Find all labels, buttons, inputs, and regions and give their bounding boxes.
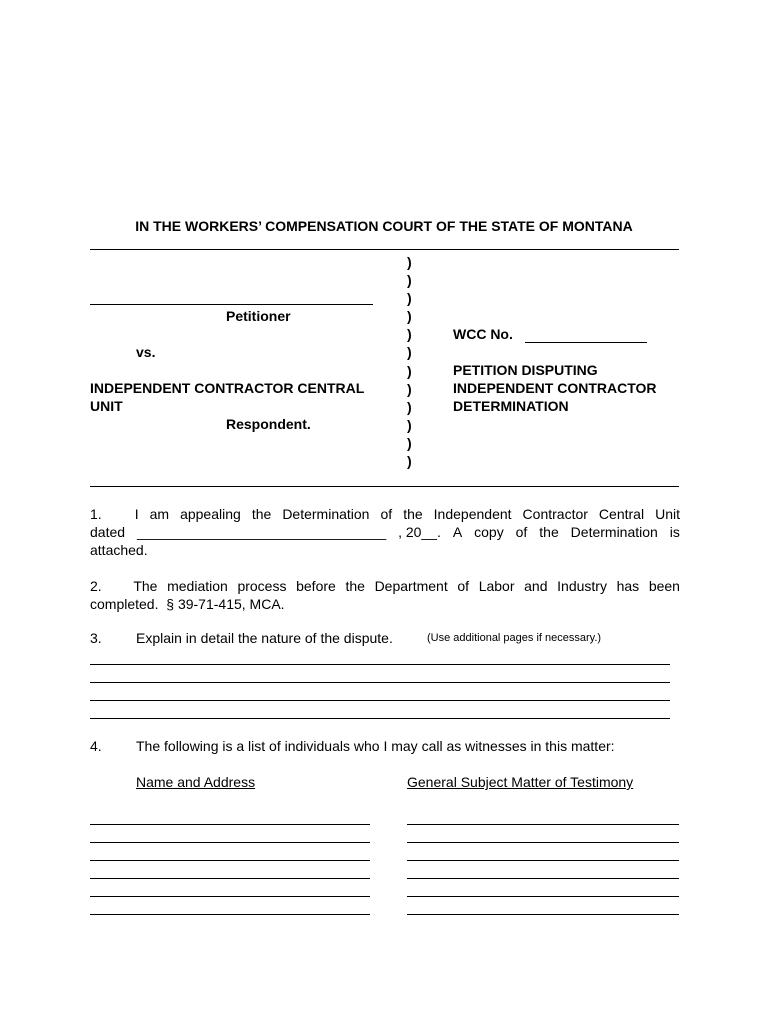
paragraph-3-number: 3. — [90, 630, 102, 646]
word: is — [669, 524, 680, 540]
word: Unit — [655, 506, 680, 522]
petitioner-name-line[interactable] — [90, 304, 373, 305]
paren: ) — [407, 254, 412, 270]
petition-title-line3: DETERMINATION — [453, 398, 569, 414]
paren: ) — [407, 326, 412, 343]
witness-name-header: Name and Address — [136, 774, 256, 790]
paragraph-3-note: (Use additional pages if necessary.) — [427, 632, 602, 644]
caption-bottom-rule — [90, 486, 679, 487]
paragraph-2 — [90, 577, 680, 613]
paragraph-1-line3: attached. — [90, 542, 148, 558]
word: the — [345, 578, 365, 594]
paragraph-2-line2: completed. § 39-71-415, MCA. — [90, 596, 285, 612]
word: Labor — [478, 578, 515, 594]
dispute-line-4[interactable] — [90, 718, 670, 719]
paren: ) — [407, 272, 412, 289]
dispute-line-3[interactable] — [90, 700, 670, 701]
word: I — [134, 506, 139, 522]
respondent-name-line1: INDEPENDENT CONTRACTOR CENTRAL — [90, 380, 365, 396]
witness-name-line-5[interactable] — [90, 896, 370, 897]
petition-title-line2: INDEPENDENT CONTRACTOR — [453, 380, 657, 396]
vs-label: vs. — [136, 344, 156, 360]
caption-parentheses — [407, 253, 412, 470]
word: process — [237, 578, 287, 594]
witness-subject-line-5[interactable] — [407, 896, 679, 897]
word: of — [457, 578, 470, 594]
word: Determination — [570, 524, 658, 540]
petitioner-label: Petitioner — [226, 308, 291, 324]
paragraph-1-line2 — [90, 523, 680, 541]
paren: ) — [407, 380, 412, 397]
word: A — [452, 524, 463, 540]
word: Independent — [433, 506, 512, 522]
petition-title-line1: PETITION DISPUTING — [453, 362, 598, 378]
word: The — [133, 578, 158, 594]
court-title: IN THE WORKERS’ COMPENSATION COURT OF THE STATE OF MONTANA — [135, 218, 633, 234]
wcc-no-label: WCC No. — [453, 326, 513, 342]
paragraph-number: 1. — [90, 506, 102, 522]
word: and — [524, 578, 548, 594]
word: been — [648, 578, 680, 594]
witness-subject-header: General Subject Matter of Testimony — [407, 774, 634, 790]
dispute-line-2[interactable] — [90, 682, 670, 683]
word: the — [539, 524, 559, 540]
word: of — [515, 524, 528, 540]
witness-subject-line-2[interactable] — [407, 842, 679, 843]
title-rule — [90, 249, 679, 250]
paren: ) — [407, 290, 412, 307]
word: Central — [598, 506, 645, 522]
witness-name-line-3[interactable] — [90, 860, 370, 861]
witness-name-line-2[interactable] — [90, 842, 370, 843]
paragraph-2-line1 — [90, 577, 680, 595]
word: of — [380, 506, 393, 522]
witness-name-line-6[interactable] — [90, 914, 370, 915]
word: dated — [90, 524, 126, 540]
word: mediation — [167, 578, 228, 594]
word: am — [149, 506, 170, 522]
witness-subject-line-3[interactable] — [407, 860, 679, 861]
year-text: , 20__. — [398, 524, 441, 540]
paragraph-1 — [90, 505, 680, 559]
word: has — [616, 578, 640, 594]
word: the — [403, 506, 423, 522]
paren: ) — [407, 398, 412, 415]
witness-subject-line-4[interactable] — [407, 878, 679, 879]
word: Department — [374, 578, 448, 594]
word: the — [251, 506, 272, 522]
word: Contractor — [522, 506, 588, 522]
paren: ) — [407, 453, 412, 470]
paren: ) — [407, 416, 412, 433]
dispute-line-1[interactable] — [90, 664, 670, 665]
respondent-name-line2: UNIT — [90, 398, 123, 414]
paren: ) — [407, 344, 412, 361]
word: appealing — [180, 506, 241, 522]
paren: ) — [407, 434, 412, 451]
date-blank[interactable]: ________________________________ — [136, 524, 387, 540]
witness-subject-line-1[interactable] — [407, 824, 679, 825]
paragraph-4-number: 4. — [90, 738, 102, 754]
paren: ) — [407, 308, 412, 325]
paragraph-3-text: Explain in detail the nature of the dispute. — [136, 630, 393, 646]
witness-subject-line-6[interactable] — [407, 914, 679, 915]
word: Industry — [557, 578, 607, 594]
respondent-label: Respondent. — [226, 416, 311, 432]
paragraph-4-text: The following is a list of individuals who I may call as witnesses in this matter: — [136, 738, 615, 754]
paragraph-number: 2. — [90, 578, 102, 594]
paragraph-1-line1 — [90, 505, 680, 523]
witness-name-line-1[interactable] — [90, 824, 370, 825]
word: copy — [474, 524, 504, 540]
wcc-no-line[interactable] — [525, 342, 647, 343]
word: Determination — [282, 506, 370, 522]
word: before — [296, 578, 336, 594]
paren: ) — [407, 362, 412, 379]
witness-name-line-4[interactable] — [90, 878, 370, 879]
